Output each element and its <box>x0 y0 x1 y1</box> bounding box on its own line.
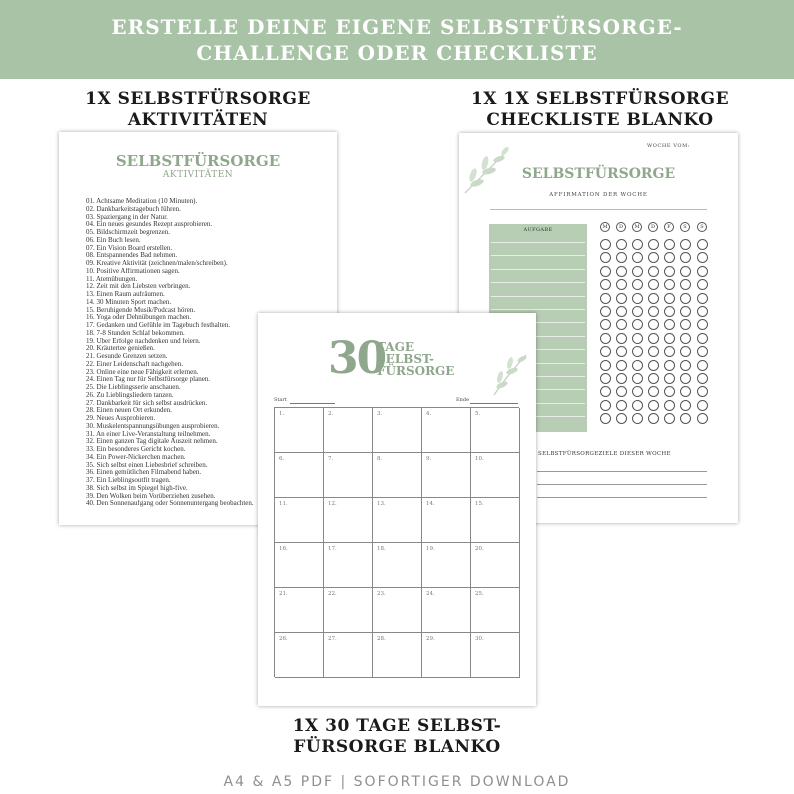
challenge-word-3: FÜRSORGE <box>377 364 455 378</box>
calendar-day-cell[interactable] <box>275 408 324 453</box>
activity-item: 27. Dankbarkeit für sich selbst ausdrücken. <box>86 399 208 407</box>
day-number: 29. <box>426 636 435 642</box>
check-circle[interactable] <box>680 333 691 344</box>
check-circle[interactable] <box>616 266 627 277</box>
check-circle[interactable] <box>664 386 675 397</box>
activity-item: 40. Den Sonnenaufgang oder Sonnenuntergang beobachten. <box>86 500 254 508</box>
check-circle[interactable] <box>648 279 659 290</box>
calendar-day-cell[interactable] <box>324 588 373 633</box>
check-circle[interactable] <box>616 333 627 344</box>
check-circle[interactable] <box>697 293 708 304</box>
check-circle[interactable] <box>632 279 643 290</box>
activity-item: 30. Muskelentspannungsübungen ausprobieren. <box>86 422 220 430</box>
day-number: 25. <box>475 591 484 597</box>
check-circle[interactable] <box>664 413 675 424</box>
check-circle[interactable] <box>616 319 627 330</box>
check-circle[interactable] <box>648 319 659 330</box>
activity-item: 33. Ein besonderes Gericht kochen. <box>86 446 186 453</box>
activities-title: SELBSTFÜRSORGE <box>115 152 281 170</box>
calendar-grid <box>274 407 519 677</box>
goals-label: SELBSTFÜRSORGEZIELE DIESER WOCHE <box>538 451 671 457</box>
activity-item: 39. Den Wolken beim Vorüberziehen zusehen. <box>86 492 216 500</box>
activity-item: 37. Ein Lieblingsoutfit tragen. <box>86 477 171 484</box>
day-number: 30. <box>475 636 484 642</box>
label-checklist-line-2: CHECKLISTE BLANKO <box>486 110 714 130</box>
day-number: 6. <box>279 456 285 462</box>
calendar-day-cell[interactable] <box>324 453 373 498</box>
day-number: 21. <box>279 591 288 597</box>
affirmation-line <box>490 209 707 210</box>
check-circle[interactable] <box>648 413 659 424</box>
check-circle[interactable] <box>616 293 627 304</box>
check-circle[interactable] <box>616 373 627 384</box>
day-number: 15. <box>475 501 484 507</box>
check-circle[interactable] <box>632 386 643 397</box>
check-circle[interactable] <box>648 373 659 384</box>
activity-item: 17. Gedanken und Gefühle im Tagebuch festhalten. <box>86 322 231 329</box>
calendar-day-cell[interactable] <box>422 588 471 633</box>
day-header: D <box>616 222 626 232</box>
day-header: M <box>600 222 610 232</box>
goal-line <box>537 471 707 472</box>
check-circle[interactable] <box>664 346 675 357</box>
check-circle[interactable] <box>632 293 643 304</box>
day-number: 26. <box>279 636 288 642</box>
check-circle[interactable] <box>680 306 691 317</box>
activity-item: 16. Yoga oder Dehnübungen machen. <box>86 314 192 322</box>
day-number: 17. <box>328 546 337 552</box>
check-circle[interactable] <box>648 306 659 317</box>
check-circle[interactable] <box>664 400 675 411</box>
check-circle[interactable] <box>664 279 675 290</box>
check-circle[interactable] <box>648 333 659 344</box>
check-circle[interactable] <box>697 319 708 330</box>
activity-item: 13. Einen Raum aufräumen. <box>86 291 165 298</box>
calendar-day-cell[interactable] <box>422 498 471 543</box>
goal-line <box>537 497 707 498</box>
check-circle[interactable] <box>600 293 611 304</box>
check-circle[interactable] <box>600 413 611 424</box>
check-circle[interactable] <box>616 252 627 263</box>
check-circle[interactable] <box>680 413 691 424</box>
check-circle[interactable] <box>648 400 659 411</box>
check-circle[interactable] <box>680 252 691 263</box>
activity-item: 15. Beruhigende Musik/Podcast hören. <box>86 306 196 314</box>
check-circle[interactable] <box>697 266 708 277</box>
day-header: S <box>680 222 690 232</box>
day-header: D <box>648 222 658 232</box>
check-circle[interactable] <box>680 346 691 357</box>
day-number: 2. <box>328 411 334 417</box>
calendar-day-cell[interactable] <box>373 543 422 588</box>
calendar-day-cell[interactable] <box>373 588 422 633</box>
calendar-day-cell[interactable] <box>324 408 373 453</box>
activity-item: 34. Ein Power-Nickerchen machen. <box>86 453 186 461</box>
check-circle[interactable] <box>600 360 611 371</box>
check-circle[interactable] <box>632 346 643 357</box>
activity-item: 32. Einen ganzen Tag digitale Auszeit nehmen. <box>86 438 218 446</box>
day-number: 4. <box>426 411 432 417</box>
activity-item: 14. 30 Minuten Sport machen. <box>86 298 172 306</box>
check-circle[interactable] <box>632 360 643 371</box>
label-checklist-line-1: 1X 1X SELBSTFÜRSORGE <box>470 89 730 109</box>
check-circle[interactable] <box>648 239 659 250</box>
label-30-days-line-1: 1X 30 TAGE SELBST- <box>292 716 502 736</box>
check-circle[interactable] <box>680 319 691 330</box>
banner-line-1: ERSTELLE DEINE EIGENE SELBSTFÜRSORGE- <box>111 14 683 39</box>
day-number: 24. <box>426 591 435 597</box>
calendar-day-cell[interactable] <box>324 543 373 588</box>
calendar-day-cell[interactable] <box>324 633 373 678</box>
check-circle[interactable] <box>616 413 627 424</box>
activity-item: 11. Atemübungen. <box>86 275 138 283</box>
check-circle[interactable] <box>697 373 708 384</box>
activity-item: 06. Ein Buch lesen. <box>86 236 141 244</box>
activity-item: 36. Einen gemütlichen Filmabend haben. <box>86 469 202 477</box>
day-number: 13. <box>377 501 386 507</box>
check-circle[interactable] <box>680 360 691 371</box>
day-number: 18. <box>377 546 386 552</box>
activity-item: 01. Achtsame Meditation (10 Minuten). <box>86 198 198 205</box>
calendar-day-cell[interactable] <box>422 633 471 678</box>
day-number: 14. <box>426 501 435 507</box>
check-circle[interactable] <box>680 279 691 290</box>
challenge-sheet <box>258 313 536 706</box>
check-circle[interactable] <box>600 306 611 317</box>
check-circle[interactable] <box>697 346 708 357</box>
check-circle[interactable] <box>632 239 643 250</box>
check-circle[interactable] <box>632 306 643 317</box>
check-circle[interactable] <box>664 373 675 384</box>
activity-item: 04. Ein neues gesundes Rezept ausprobieren. <box>86 221 213 229</box>
check-circle[interactable] <box>616 279 627 290</box>
check-circle[interactable] <box>697 306 708 317</box>
check-circle[interactable] <box>648 360 659 371</box>
calendar-day-cell[interactable] <box>471 633 520 678</box>
day-number: 7. <box>328 456 334 462</box>
activity-item: 29. Neues Ausprobieren. <box>86 415 156 422</box>
check-circle[interactable] <box>680 373 691 384</box>
activity-item: 10. Positive Affirmationen sagen. <box>86 267 180 275</box>
challenge-word-1: TAGE <box>377 340 414 354</box>
activity-item: 28. Einen neuen Ort erkunden. <box>86 407 172 415</box>
calendar-day-cell[interactable] <box>471 453 520 498</box>
activity-item: 35. Sich selbst einen Liebesbrief schreiben. <box>86 461 208 469</box>
calendar-day-cell[interactable] <box>471 543 520 588</box>
calendar-day-cell[interactable] <box>275 633 324 678</box>
task-line <box>491 269 585 270</box>
calendar-day-cell[interactable] <box>471 408 520 453</box>
day-number: 19. <box>426 546 435 552</box>
activity-item: 22. Einer Leidenschaft nachgehen. <box>86 360 183 368</box>
check-circle[interactable] <box>600 400 611 411</box>
end-label: Ende <box>456 397 470 403</box>
calendar-day-cell[interactable] <box>275 543 324 588</box>
day-number: 16. <box>279 546 288 552</box>
week-of-label: WOCHE VOM: <box>647 143 691 149</box>
activity-item: 20. Kräutertee genießen. <box>86 345 155 353</box>
calendar-day-cell[interactable] <box>275 453 324 498</box>
check-circle[interactable] <box>600 266 611 277</box>
end-line <box>470 403 518 404</box>
check-circle[interactable] <box>648 386 659 397</box>
calendar-day-cell[interactable] <box>373 633 422 678</box>
activities-subtitle: AKTIVITÄTEN <box>162 170 234 180</box>
check-circle[interactable] <box>632 333 643 344</box>
day-header: F <box>664 222 674 232</box>
challenge-word-2: SELBST- <box>377 352 434 366</box>
activity-item: 26. Zu Lieblingsliedern tanzen. <box>86 391 174 399</box>
checklist-title: SELBSTFÜRSORGE <box>521 166 676 182</box>
check-circle[interactable] <box>600 373 611 384</box>
day-number: 9. <box>426 456 432 462</box>
day-number: 12. <box>328 501 337 507</box>
activity-item: 21. Gesunde Grenzen setzen. <box>86 353 168 360</box>
activity-item: 02. Dankbarkeitstagebuch führen. <box>86 205 181 213</box>
goal-line <box>537 484 707 485</box>
check-circle[interactable] <box>600 319 611 330</box>
check-circle[interactable] <box>600 346 611 357</box>
check-circle[interactable] <box>680 239 691 250</box>
calendar-day-cell[interactable] <box>275 588 324 633</box>
calendar-day-cell[interactable] <box>471 588 520 633</box>
check-circle[interactable] <box>616 239 627 250</box>
activity-item: 12. Zeit mit den Liebsten verbringen. <box>86 283 191 291</box>
calendar-day-cell[interactable] <box>471 498 520 543</box>
label-30-days-line-2: FÜRSORGE BLANKO <box>293 737 501 757</box>
day-number: 5. <box>475 411 481 417</box>
check-circle[interactable] <box>632 373 643 384</box>
calendar-day-cell[interactable] <box>373 498 422 543</box>
check-circle[interactable] <box>632 266 643 277</box>
check-circle[interactable] <box>697 360 708 371</box>
day-number: 10. <box>475 456 484 462</box>
challenge-number: 30 <box>328 333 386 384</box>
task-line <box>491 242 585 243</box>
check-circle[interactable] <box>664 306 675 317</box>
check-circle[interactable] <box>697 413 708 424</box>
start-line <box>290 403 335 404</box>
day-number: 22. <box>328 591 337 597</box>
task-column-label: AUFGABE <box>523 227 553 233</box>
start-label: Start <box>274 397 287 403</box>
check-circle[interactable] <box>616 400 627 411</box>
header-banner <box>0 0 794 79</box>
day-number: 8. <box>377 456 383 462</box>
check-circle[interactable] <box>616 346 627 357</box>
activity-item: 25. Die Lieblingsserie anschauen. <box>86 384 181 391</box>
task-line <box>491 282 585 283</box>
label-activities-line-2: AKTIVITÄTEN <box>127 110 269 130</box>
day-number: 23. <box>377 591 386 597</box>
day-header: M <box>632 222 642 232</box>
check-circle[interactable] <box>648 266 659 277</box>
day-number: 20. <box>475 546 484 552</box>
check-circle[interactable] <box>632 319 643 330</box>
check-circle[interactable] <box>600 333 611 344</box>
check-circle[interactable] <box>664 333 675 344</box>
calendar-day-cell[interactable] <box>373 453 422 498</box>
activity-item: 19. Über Erfolge nachdenken und feiern. <box>86 337 201 345</box>
label-30-days <box>247 716 547 758</box>
leaf-branch-icon <box>488 349 532 399</box>
footer-text: A4 & A5 PDF | SOFORTIGER DOWNLOAD <box>223 774 571 790</box>
check-circle[interactable] <box>697 239 708 250</box>
day-header: S <box>697 222 707 232</box>
day-number: 3. <box>377 411 383 417</box>
check-circle[interactable] <box>632 413 643 424</box>
check-circle[interactable] <box>616 306 627 317</box>
check-circle[interactable] <box>664 252 675 263</box>
label-activities <box>48 89 348 131</box>
activity-item: 07. Ein Vision Board erstellen. <box>86 244 173 252</box>
activity-item: 38. Sich selbst im Spiegel high-five. <box>86 484 188 492</box>
check-circle[interactable] <box>664 319 675 330</box>
check-circle[interactable] <box>632 252 643 263</box>
check-circle[interactable] <box>600 279 611 290</box>
check-circle[interactable] <box>680 386 691 397</box>
check-circle[interactable] <box>600 239 611 250</box>
check-circle[interactable] <box>648 252 659 263</box>
activity-item: 18. 7-8 Stunden Schlaf bekommen. <box>86 329 185 337</box>
check-circle[interactable] <box>616 360 627 371</box>
check-circle[interactable] <box>697 279 708 290</box>
calendar-day-cell[interactable] <box>422 408 471 453</box>
task-line <box>491 296 585 297</box>
check-circle[interactable] <box>600 386 611 397</box>
day-number: 1. <box>279 411 285 417</box>
task-line <box>491 255 585 256</box>
check-circle[interactable] <box>600 252 611 263</box>
check-circle[interactable] <box>697 252 708 263</box>
check-circle[interactable] <box>664 239 675 250</box>
check-circle[interactable] <box>680 400 691 411</box>
calendar-day-cell[interactable] <box>275 498 324 543</box>
check-circle[interactable] <box>648 293 659 304</box>
check-circle[interactable] <box>680 266 691 277</box>
label-activities-line-1: 1X SELBSTFÜRSORGE <box>85 89 311 109</box>
activity-item: 31. An einer Live-Veranstaltung teilnehmen. <box>86 430 211 438</box>
banner-line-2: CHALLENGE ODER CHECKLISTE <box>196 40 598 65</box>
day-number: 27. <box>328 636 337 642</box>
calendar-day-cell[interactable] <box>373 408 422 453</box>
task-line <box>491 309 585 310</box>
calendar-day-cell[interactable] <box>422 453 471 498</box>
activity-item: 09. Kreative Aktivität (zeichnen/malen/schreiben). <box>86 260 228 267</box>
activity-item: 08. Entspannendes Bad nehmen. <box>86 252 178 260</box>
check-circle[interactable] <box>648 346 659 357</box>
calendar-day-cell[interactable] <box>324 498 373 543</box>
check-circle[interactable] <box>664 266 675 277</box>
check-circle[interactable] <box>616 386 627 397</box>
activity-item: 23. Online eine neue Fähigkeit erlernen. <box>86 368 199 376</box>
check-circle[interactable] <box>632 400 643 411</box>
check-circle[interactable] <box>664 293 675 304</box>
check-circle[interactable] <box>697 386 708 397</box>
check-circle[interactable] <box>697 333 708 344</box>
label-checklist <box>440 89 760 131</box>
check-circle[interactable] <box>664 360 675 371</box>
check-circle[interactable] <box>697 400 708 411</box>
day-number: 28. <box>377 636 386 642</box>
activity-item: 03. Spaziergang in der Natur. <box>86 213 168 221</box>
affirmation-label: AFFIRMATION DER WOCHE <box>549 192 648 198</box>
activity-item: 24. Einen Tag nur für Selbstfürsorge planen. <box>86 376 211 384</box>
day-number: 11. <box>279 501 288 507</box>
activity-item: 05. Bildschirmzeit begrenzen. <box>86 229 170 236</box>
check-circle[interactable] <box>680 293 691 304</box>
calendar-day-cell[interactable] <box>422 543 471 588</box>
